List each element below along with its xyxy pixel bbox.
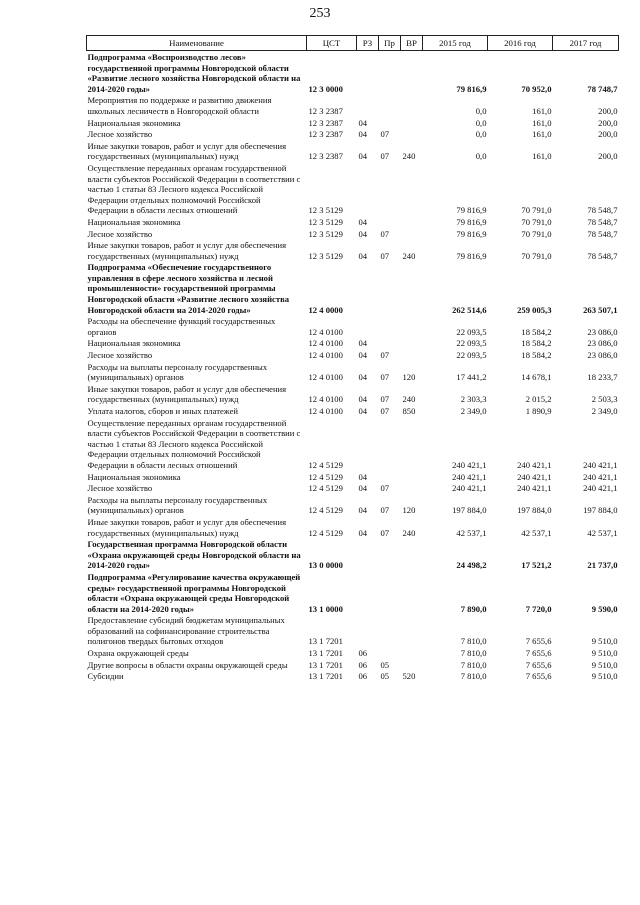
row-name: Иные закупки товаров, работ и услуг для обеспечения государственных (муниципальных) нужд <box>87 240 287 261</box>
header-name: Наименование <box>87 36 307 51</box>
row-rz: 04 <box>358 471 368 482</box>
row-pr: 07 <box>380 372 390 383</box>
row-pr <box>379 614 401 647</box>
row-2015: 262 514,6 <box>452 304 487 315</box>
table-row <box>87 337 619 349</box>
table-row <box>87 315 619 337</box>
row-name: Национальная экономика <box>87 471 181 482</box>
row-cst: 12 3 2387 <box>308 117 343 128</box>
row-2015: 240 421,1 <box>452 471 487 482</box>
row-rz: 04 <box>358 406 368 416</box>
row-vr <box>401 94 423 116</box>
page-number: 253 <box>309 6 331 21</box>
row-2015: 22 093,5 <box>456 338 487 349</box>
row-name: Государственная программа Новгородской области «Охрана окружающей среды Новгородской области на 2014-2020 годы» <box>87 539 301 571</box>
header-2017: 2017 год <box>553 36 619 51</box>
row-cst: 13 1 7201 <box>308 659 343 670</box>
table-row <box>87 162 619 216</box>
row-2017: 9 590,0 <box>591 603 618 614</box>
row-cst: 12 4 0100 <box>308 326 343 337</box>
row-2017: 9 510,0 <box>591 659 618 670</box>
row-cst: 12 3 2387 <box>308 151 343 162</box>
row-pr: 07 <box>380 151 390 162</box>
row-2016: 240 421,1 <box>517 459 552 470</box>
row-2017: 23 086,0 <box>587 350 618 361</box>
header-pr: Пр <box>379 36 401 51</box>
row-2015: 79 816,9 <box>456 216 487 227</box>
row-vr <box>401 216 423 228</box>
row-2016: 70 791,0 <box>521 216 552 227</box>
row-2015: 0,0 <box>475 129 487 140</box>
row-2015: 24 498,2 <box>456 560 487 571</box>
table-header-row <box>87 36 619 51</box>
row-name: Субсидии <box>87 671 124 682</box>
row-pr <box>379 162 401 216</box>
row-cst: 12 3 2387 <box>308 129 343 140</box>
row-cst: 12 4 5129 <box>308 483 343 494</box>
row-pr <box>379 51 401 95</box>
row-rz <box>357 94 379 116</box>
row-2015: 79 816,9 <box>456 83 487 94</box>
row-cst: 12 4 0100 <box>308 406 343 416</box>
row-vr: 120 <box>402 372 416 383</box>
row-2017: 263 507,1 <box>583 304 618 315</box>
row-pr <box>379 647 401 659</box>
row-vr <box>401 162 423 216</box>
row-name: Лесное хозяйство <box>87 228 153 239</box>
table-row <box>87 482 619 494</box>
row-cst: 12 4 5129 <box>308 505 343 516</box>
row-2016: 197 884,0 <box>517 505 552 516</box>
row-name: Расходы на выплаты персоналу государственных (муниципальных) органов <box>87 361 268 383</box>
row-2015: 0,0 <box>475 117 487 128</box>
row-name: Подпрограмма «Обеспечение государственного управления в сфере лесного хозяйства и лесной промышленности» государственной программы Новгородской области «Развитие лесного хозяйства Новгородской области на 2014-2020 годы» <box>87 262 290 315</box>
row-cst: 12 3 5129 <box>308 250 343 261</box>
row-rz: 04 <box>358 505 368 516</box>
row-pr: 07 <box>380 483 390 494</box>
row-2017: 78 548,7 <box>587 216 618 227</box>
row-cst: 13 0 0000 <box>308 560 343 571</box>
row-rz: 04 <box>358 350 368 361</box>
row-name: Иные закупки товаров, работ и услуг для обеспечения государственных (муниципальных) нужд <box>87 140 287 162</box>
row-2016: 240 421,1 <box>517 483 552 494</box>
row-vr <box>401 538 423 571</box>
table-row <box>87 417 619 471</box>
row-2017: 200,0 <box>598 105 618 116</box>
row-pr <box>379 571 401 614</box>
row-2015: 240 421,1 <box>452 459 487 470</box>
row-name: Расходы на обеспечение функций государственных органов <box>87 316 276 337</box>
row-name: Иные закупки товаров, работ и услуг для обеспечения государственных (муниципальных) нужд <box>87 516 287 538</box>
row-cst: 13 1 7201 <box>308 648 343 659</box>
row-vr <box>401 117 423 129</box>
row-vr: 240 <box>402 250 416 261</box>
table-body <box>87 51 619 682</box>
row-2017: 200,0 <box>598 117 618 128</box>
row-pr: 07 <box>380 527 390 538</box>
row-2015: 79 816,9 <box>456 250 487 261</box>
row-2017: 23 086,0 <box>587 326 618 337</box>
row-vr: 240 <box>402 394 416 405</box>
row-pr: 07 <box>380 394 390 405</box>
row-vr <box>401 571 423 614</box>
header-cst: ЦСТ <box>307 36 357 51</box>
row-rz <box>357 614 379 647</box>
row-2016: 42 537,1 <box>521 527 552 538</box>
row-2016: 70 791,0 <box>521 228 552 239</box>
row-2016: 18 584,2 <box>521 350 552 361</box>
table-row <box>87 405 619 417</box>
table-row <box>87 383 619 405</box>
table-row <box>87 128 619 140</box>
table-row <box>87 239 619 261</box>
row-2016: 7 655,6 <box>525 659 552 670</box>
header-vr: ВР <box>401 36 423 51</box>
row-rz: 04 <box>358 527 368 538</box>
row-2016: 17 521,2 <box>521 560 552 571</box>
row-rz: 04 <box>358 483 368 494</box>
row-2016: 7 655,6 <box>525 648 552 659</box>
row-rz <box>357 538 379 571</box>
row-2015: 7 810,0 <box>460 648 487 659</box>
row-rz: 04 <box>358 216 368 227</box>
row-2016: 161,0 <box>532 105 552 116</box>
row-2017: 78 548,7 <box>587 228 618 239</box>
row-name: Лесное хозяйство <box>87 483 153 494</box>
row-2016: 240 421,1 <box>517 471 552 482</box>
row-rz: 06 <box>358 648 368 659</box>
table-row <box>87 117 619 129</box>
row-vr <box>401 128 423 140</box>
row-2017: 9 510,0 <box>591 648 618 659</box>
table-row <box>87 216 619 228</box>
table-row <box>87 516 619 538</box>
table-row <box>87 51 619 95</box>
row-2017: 78 548,7 <box>587 205 618 216</box>
row-2016: 70 952,0 <box>521 83 552 94</box>
row-pr: 05 <box>380 671 390 682</box>
row-rz: 04 <box>358 372 368 383</box>
row-vr: 240 <box>402 527 416 538</box>
row-cst: 12 4 0100 <box>308 350 343 361</box>
row-rz <box>357 261 379 315</box>
row-2017: 23 086,0 <box>587 338 618 349</box>
table-row <box>87 471 619 483</box>
row-cst: 12 3 5129 <box>308 205 343 216</box>
row-2015: 7 890,0 <box>460 603 487 614</box>
row-vr: 120 <box>402 505 416 516</box>
row-pr: 07 <box>380 129 390 140</box>
row-2016: 70 791,0 <box>521 205 552 216</box>
row-2016: 18 584,2 <box>521 326 552 337</box>
row-2016: 14 678,1 <box>521 372 552 383</box>
row-vr <box>401 228 423 240</box>
table-row <box>87 659 619 671</box>
row-2017: 18 233,7 <box>587 372 618 383</box>
row-rz <box>357 51 379 95</box>
row-name: Осуществление переданных органам государственной власти субъектов Российской Федерации в соответствии с частью 1 статьи 83 Лесного кодекса Российской Федерации отдельных полномочий Российской Федерации в области лесных отношений <box>87 417 301 470</box>
row-rz: 04 <box>358 394 368 405</box>
row-cst: 12 4 0100 <box>308 372 343 383</box>
row-2015: 240 421,1 <box>452 483 487 494</box>
budget-table <box>86 35 619 682</box>
row-2016: 161,0 <box>532 129 552 140</box>
row-2015: 22 093,5 <box>456 326 487 337</box>
row-2015: 197 884,0 <box>452 505 487 516</box>
row-2016: 2 015,2 <box>525 394 552 405</box>
row-cst: 12 4 5129 <box>308 527 343 538</box>
row-2015: 79 816,9 <box>456 205 487 216</box>
row-vr: 240 <box>402 151 416 162</box>
row-cst: 12 4 0000 <box>308 304 343 315</box>
row-2016: 161,0 <box>532 117 552 128</box>
row-name: Мероприятия по поддержке и развитию движения школьных лесничеств в Новгородской области <box>87 95 272 116</box>
row-rz: 04 <box>358 228 368 239</box>
row-vr: 850 <box>402 406 416 416</box>
row-name: Национальная экономика <box>87 216 181 227</box>
row-2015: 7 810,0 <box>460 671 487 682</box>
row-cst: 12 3 5129 <box>308 216 343 227</box>
row-cst: 12 3 2387 <box>308 105 343 116</box>
row-pr: 07 <box>380 250 390 261</box>
row-2015: 2 303,3 <box>460 394 487 405</box>
row-2017: 2 503,3 <box>591 394 618 405</box>
row-pr: 07 <box>380 228 390 239</box>
row-rz: 04 <box>358 250 368 261</box>
row-cst: 12 3 0000 <box>308 83 343 94</box>
row-2017: 240 421,1 <box>583 459 618 470</box>
row-rz: 04 <box>358 151 368 162</box>
row-2017: 197 884,0 <box>583 505 618 516</box>
row-2017: 2 349,0 <box>591 406 618 416</box>
table-row <box>87 571 619 614</box>
row-cst: 12 4 0100 <box>308 338 343 349</box>
table-row <box>87 538 619 571</box>
table-row <box>87 140 619 162</box>
row-2016: 18 584,2 <box>521 338 552 349</box>
row-2017: 78 748,7 <box>587 83 618 94</box>
row-2015: 7 810,0 <box>460 636 487 647</box>
row-rz <box>357 162 379 216</box>
row-pr: 07 <box>380 505 390 516</box>
row-2015: 0,0 <box>475 105 487 116</box>
row-cst: 12 3 5129 <box>308 228 343 239</box>
row-2015: 17 441,2 <box>456 372 487 383</box>
row-vr <box>401 471 423 483</box>
row-name: Национальная экономика <box>87 338 181 349</box>
row-2017: 240 421,1 <box>583 471 618 482</box>
table-row <box>87 261 619 315</box>
row-2016: 7 720,0 <box>525 603 552 614</box>
row-name: Расходы на выплаты персоналу государственных (муниципальных) органов <box>87 494 268 516</box>
row-2015: 22 093,5 <box>456 350 487 361</box>
row-vr <box>401 261 423 315</box>
row-2016: 1 890,9 <box>525 406 552 416</box>
row-2017: 9 510,0 <box>591 636 618 647</box>
row-vr <box>401 349 423 361</box>
row-2017: 240 421,1 <box>583 483 618 494</box>
row-cst: 12 4 0100 <box>308 394 343 405</box>
row-vr <box>401 647 423 659</box>
row-2016: 259 005,3 <box>517 304 552 315</box>
row-name: Предоставление субсидий бюджетам муниципальных образований на софинансирование строительства полигонов твердых бытовых отходов <box>87 615 285 647</box>
row-2015: 2 349,0 <box>460 406 487 416</box>
row-rz: 04 <box>358 117 368 128</box>
row-vr <box>401 51 423 95</box>
row-pr <box>379 94 401 116</box>
row-cst: 12 4 5129 <box>308 471 343 482</box>
row-cst: 12 4 5129 <box>308 459 343 470</box>
row-name: Другие вопросы в области охраны окружающей среды <box>87 659 288 670</box>
row-vr <box>401 614 423 647</box>
table-row <box>87 228 619 240</box>
row-2016: 7 655,6 <box>525 636 552 647</box>
row-name: Охрана окружающей среды <box>87 648 189 659</box>
row-rz: 04 <box>358 338 368 349</box>
row-name: Осуществление переданных органам государственной власти субъектов Российской Федерации в соответствии с частью 1 статьи 83 Лесного кодекса Российской Федерации отдельных полномочий Российской Федерации в области лесных отношений <box>87 162 301 216</box>
row-name: Иные закупки товаров, работ и услуг для обеспечения государственных (муниципальных) нужд <box>87 383 287 405</box>
row-pr <box>379 337 401 349</box>
row-2015: 79 816,9 <box>456 228 487 239</box>
row-pr: 07 <box>380 406 390 416</box>
row-pr <box>379 216 401 228</box>
row-rz <box>357 315 379 337</box>
table-row <box>87 647 619 659</box>
row-pr: 05 <box>380 659 390 670</box>
row-2017: 200,0 <box>598 129 618 140</box>
row-2015: 0,0 <box>475 151 487 162</box>
row-rz: 04 <box>358 129 368 140</box>
table-row <box>87 349 619 361</box>
row-cst: 13 1 7201 <box>308 671 343 682</box>
row-2017: 21 737,0 <box>587 560 618 571</box>
row-vr <box>401 482 423 494</box>
table-row <box>87 614 619 647</box>
row-2017: 42 537,1 <box>587 527 618 538</box>
row-2017: 78 548,7 <box>587 250 618 261</box>
row-name: Подпрограмма «Регулирование качества окружающей среды» государственной программы Новгородской области «Охрана окружающей среды Новгородской области на 2014-2020 годы» <box>87 571 301 614</box>
row-pr <box>379 417 401 471</box>
row-rz: 06 <box>358 659 368 670</box>
row-rz: 06 <box>358 671 368 682</box>
header-rz: РЗ <box>357 36 379 51</box>
row-pr <box>379 538 401 571</box>
row-vr <box>401 659 423 671</box>
row-name: Подпрограмма «Воспроизводство лесов» государственной программы Новгородской области «Развитие лесного хозяйства Новгородской области на 2014-2020 годы» <box>87 52 301 94</box>
table-row <box>87 94 619 116</box>
row-pr <box>379 471 401 483</box>
row-2017: 9 510,0 <box>591 671 618 682</box>
row-name: Уплата налогов, сборов и иных платежей <box>87 406 239 416</box>
row-cst: 13 1 7201 <box>308 636 343 647</box>
header-2016: 2016 год <box>488 36 553 51</box>
table-row <box>87 670 619 682</box>
row-vr <box>401 315 423 337</box>
table-row <box>87 494 619 516</box>
row-2016: 70 791,0 <box>521 250 552 261</box>
row-vr <box>401 417 423 471</box>
table-row <box>87 361 619 383</box>
row-cst: 13 1 0000 <box>308 603 343 614</box>
row-pr <box>379 117 401 129</box>
row-name: Лесное хозяйство <box>87 350 153 361</box>
row-pr <box>379 261 401 315</box>
row-name: Лесное хозяйство <box>87 129 153 140</box>
row-2016: 161,0 <box>532 151 552 162</box>
row-name: Национальная экономика <box>87 117 181 128</box>
row-rz <box>357 571 379 614</box>
row-rz <box>357 417 379 471</box>
row-2015: 7 810,0 <box>460 659 487 670</box>
row-2016: 7 655,6 <box>525 671 552 682</box>
row-vr <box>401 337 423 349</box>
row-2017: 200,0 <box>598 151 618 162</box>
row-vr: 520 <box>402 671 416 682</box>
row-2015: 42 537,1 <box>456 527 487 538</box>
row-pr <box>379 315 401 337</box>
header-2015: 2015 год <box>423 36 488 51</box>
row-pr: 07 <box>380 350 390 361</box>
